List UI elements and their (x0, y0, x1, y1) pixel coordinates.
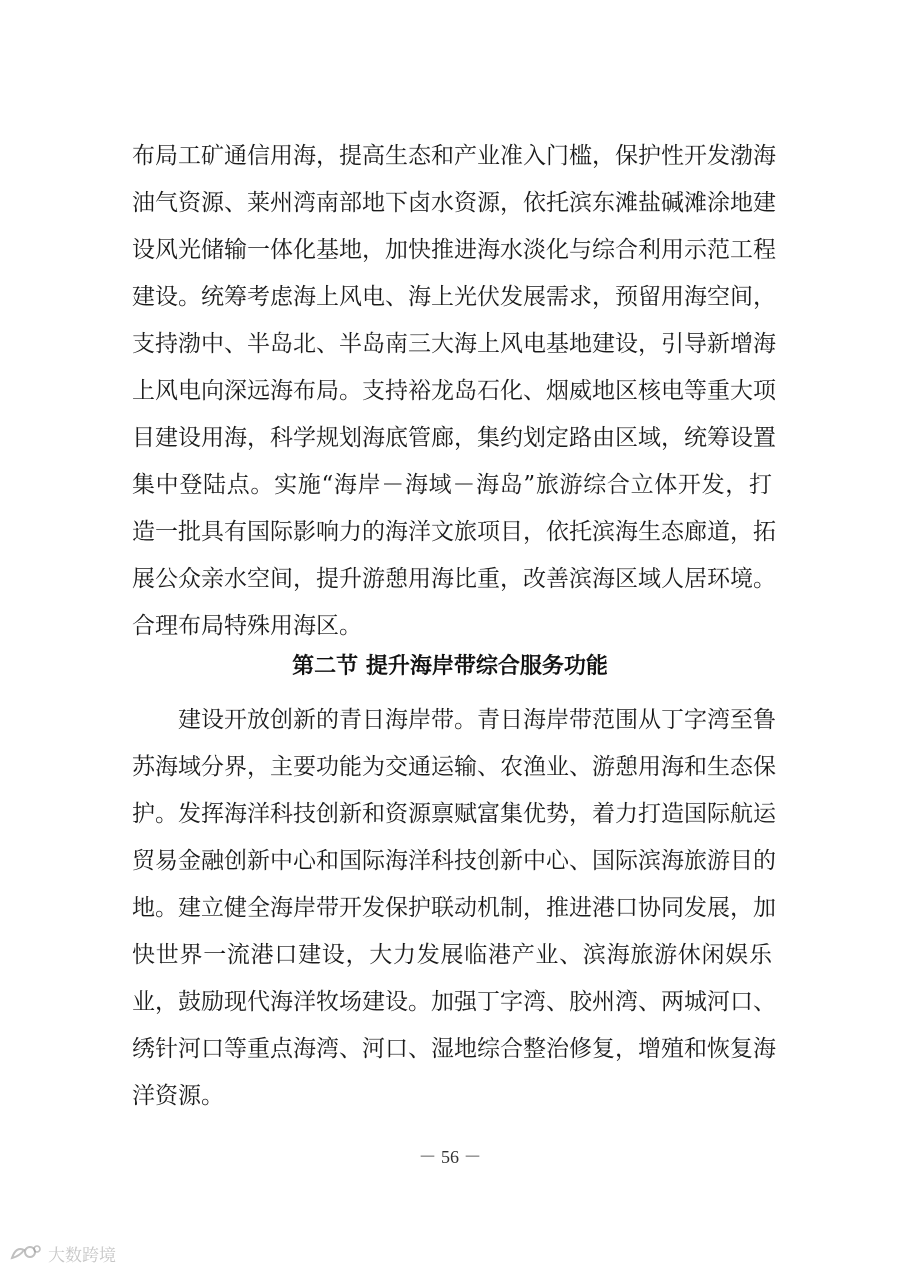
section-heading: 第二节 提升海岸带综合服务功能 (292, 654, 608, 679)
page-number: － 56 － (418, 1147, 482, 1167)
text-line: 贸易金融创新中心和国际海洋科技创新中心、国际滨海旅游目的 (132, 848, 776, 874)
text-line: 展公众亲水空间，提升游憩用海比重，改善滨海区域人居环境。 (132, 566, 776, 592)
text-line: 设风光储输一体化基地，加快推进海水淡化与综合利用示范工程 (132, 237, 776, 263)
watermark (8, 1238, 116, 1268)
text-line: 绣针河口等重点海湾、河口、湿地综合整治修复，增殖和恢复海 (132, 1036, 776, 1062)
text-line: 洋资源。 (132, 1083, 224, 1109)
text-line: 建设。统筹考虑海上风电、海上光伏发展需求，预留用海空间， (132, 284, 776, 310)
text-line: 快世界一流港口建设，大力发展临港产业、滨海旅游休闲娱乐 (132, 942, 772, 968)
text-line: 目建设用海，科学规划海底管廊，集约划定路由区域，统筹设置 (132, 425, 776, 451)
text-line: 布局工矿通信用海，提高生态和产业准入门槛，保护性开发渤海 (132, 143, 776, 169)
text-line: 集中登陆点。实施“海岸－海域－海岛”旅游综合立体开发，打 (132, 472, 772, 498)
watermark-text: 大数跨境 (48, 1245, 116, 1266)
text-line: 合理布局特殊用海区。 (132, 613, 362, 639)
text-line: 建设开放创新的青日海岸带。青日海岸带范围从丁字湾至鲁 (178, 707, 776, 733)
text-line: 护。发挥海洋科技创新和资源禀赋富集优势，着力打造国际航运 (132, 801, 776, 827)
text-line: 上风电向深远海布局。支持裕龙岛石化、烟威地区核电等重大项 (132, 378, 776, 404)
text-line: 造一批具有国际影响力的海洋文旅项目，依托滨海生态廊道，拓 (132, 519, 776, 545)
text-line: 地。建立健全海岸带开发保护联动机制，推进港口协同发展，加 (132, 895, 776, 921)
text-line: 苏海域分界，主要功能为交通运输、农渔业、游憩用海和生态保 (132, 754, 776, 780)
brand-logo-icon (8, 1242, 42, 1264)
text-line: 支持渤中、半岛北、半岛南三大海上风电基地建设，引导新增海 (132, 331, 776, 357)
text-line: 油气资源、莱州湾南部地下卤水资源，依托滨东滩盐碱滩涂地建 (132, 190, 776, 216)
text-line: 业，鼓励现代海洋牧场建设。加强丁字湾、胶州湾、两城河口、 (132, 989, 776, 1015)
